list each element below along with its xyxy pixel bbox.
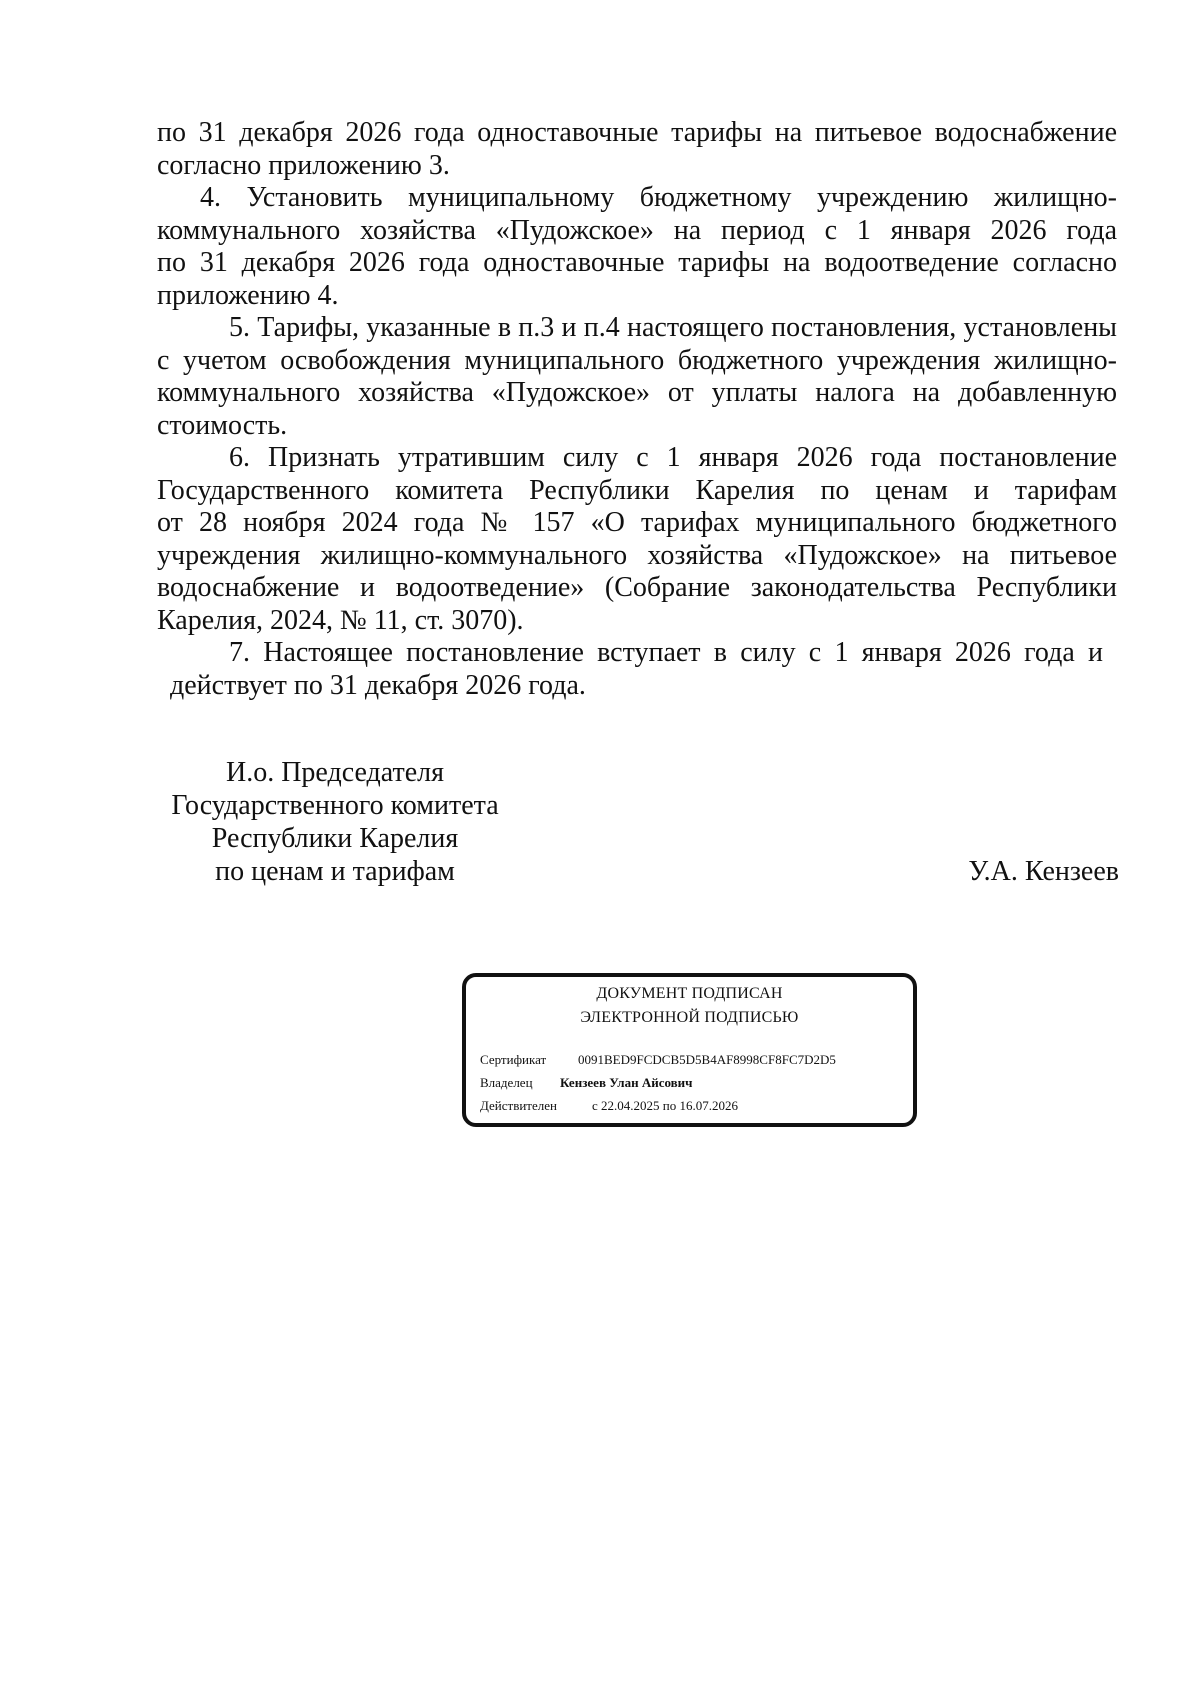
e-signature-stamp xyxy=(462,973,917,1127)
stamp-certificate-row xyxy=(480,1051,836,1069)
body-line: стоимость. xyxy=(157,410,288,441)
signatory-title-line: по ценам и тарифам xyxy=(215,856,455,887)
signatory-name: У.А. Кензеев xyxy=(968,856,1119,887)
body-line: Государственного комитета Республики Карелия по ценам и тарифам xyxy=(157,475,1117,506)
body-line: 5. Тарифы, указанные в п.3 и п.4 настоящего постановления, установлены xyxy=(229,312,1117,343)
signatory-title-line: Государственного комитета xyxy=(171,790,499,821)
body-line: действует по 31 декабря 2026 года. xyxy=(170,670,586,701)
body-line: согласно приложению 3. xyxy=(157,150,450,181)
stamp-header-line1: ДОКУМЕНТ ПОДПИСАН xyxy=(596,985,783,1002)
valid-value: с 22.04.2025 по 16.07.2026 xyxy=(592,1098,738,1113)
body-line: приложению 4. xyxy=(157,280,339,311)
certificate-label: Сертификат xyxy=(480,1052,547,1067)
body-line: коммунального хозяйства «Пудожское» от уплаты налога на добавленную xyxy=(157,377,1117,408)
stamp-owner-row xyxy=(480,1074,693,1092)
body-line: с учетом освобождения муниципального бюджетного учреждения жилищно- xyxy=(157,345,1117,376)
owner-label: Владелец xyxy=(480,1075,533,1090)
stamp-validity-row xyxy=(480,1097,738,1115)
body-line: 4. Установить муниципальному бюджетному учреждению жилищно- xyxy=(200,182,1117,213)
signatory-title-line: Республики Карелия xyxy=(211,823,459,854)
body-line: Карелия, 2024, № 11, ст. 3070). xyxy=(157,605,524,636)
body-line: учреждения жилищно-коммунального хозяйства «Пудожское» на питьевое xyxy=(157,540,1117,571)
valid-label: Действителен xyxy=(480,1098,557,1113)
body-line: коммунального хозяйства «Пудожское» на период с 1 января 2026 года xyxy=(157,215,1117,246)
body-line: от 28 ноября 2024 года № 157 «О тарифах муниципального бюджетного xyxy=(157,507,1117,538)
owner-value: Кензеев Улан Айсович xyxy=(560,1075,693,1090)
certificate-value: 0091BED9FCDCB5D5B4AF8998CF8FC7D2D5 xyxy=(578,1052,836,1067)
body-line: по 31 декабря 2026 года одноставочные тарифы на питьевое водоснабжение xyxy=(157,117,1117,148)
stamp-header-line2: ЭЛЕКТРОННОЙ ПОДПИСЬЮ xyxy=(580,1009,799,1026)
body-line: по 31 декабря 2026 года одноставочные тарифы на водоотведение согласно xyxy=(157,247,1117,278)
signatory-title-line: И.о. Председателя xyxy=(225,757,445,788)
body-line: водоснабжение и водоотведение» (Собрание законодательства Республики xyxy=(157,572,1117,603)
body-line: 6. Признать утратившим силу с 1 января 2026 года постановление xyxy=(229,442,1117,473)
body-line: 7. Настоящее постановление вступает в силу с 1 января 2026 года и xyxy=(229,637,1103,668)
